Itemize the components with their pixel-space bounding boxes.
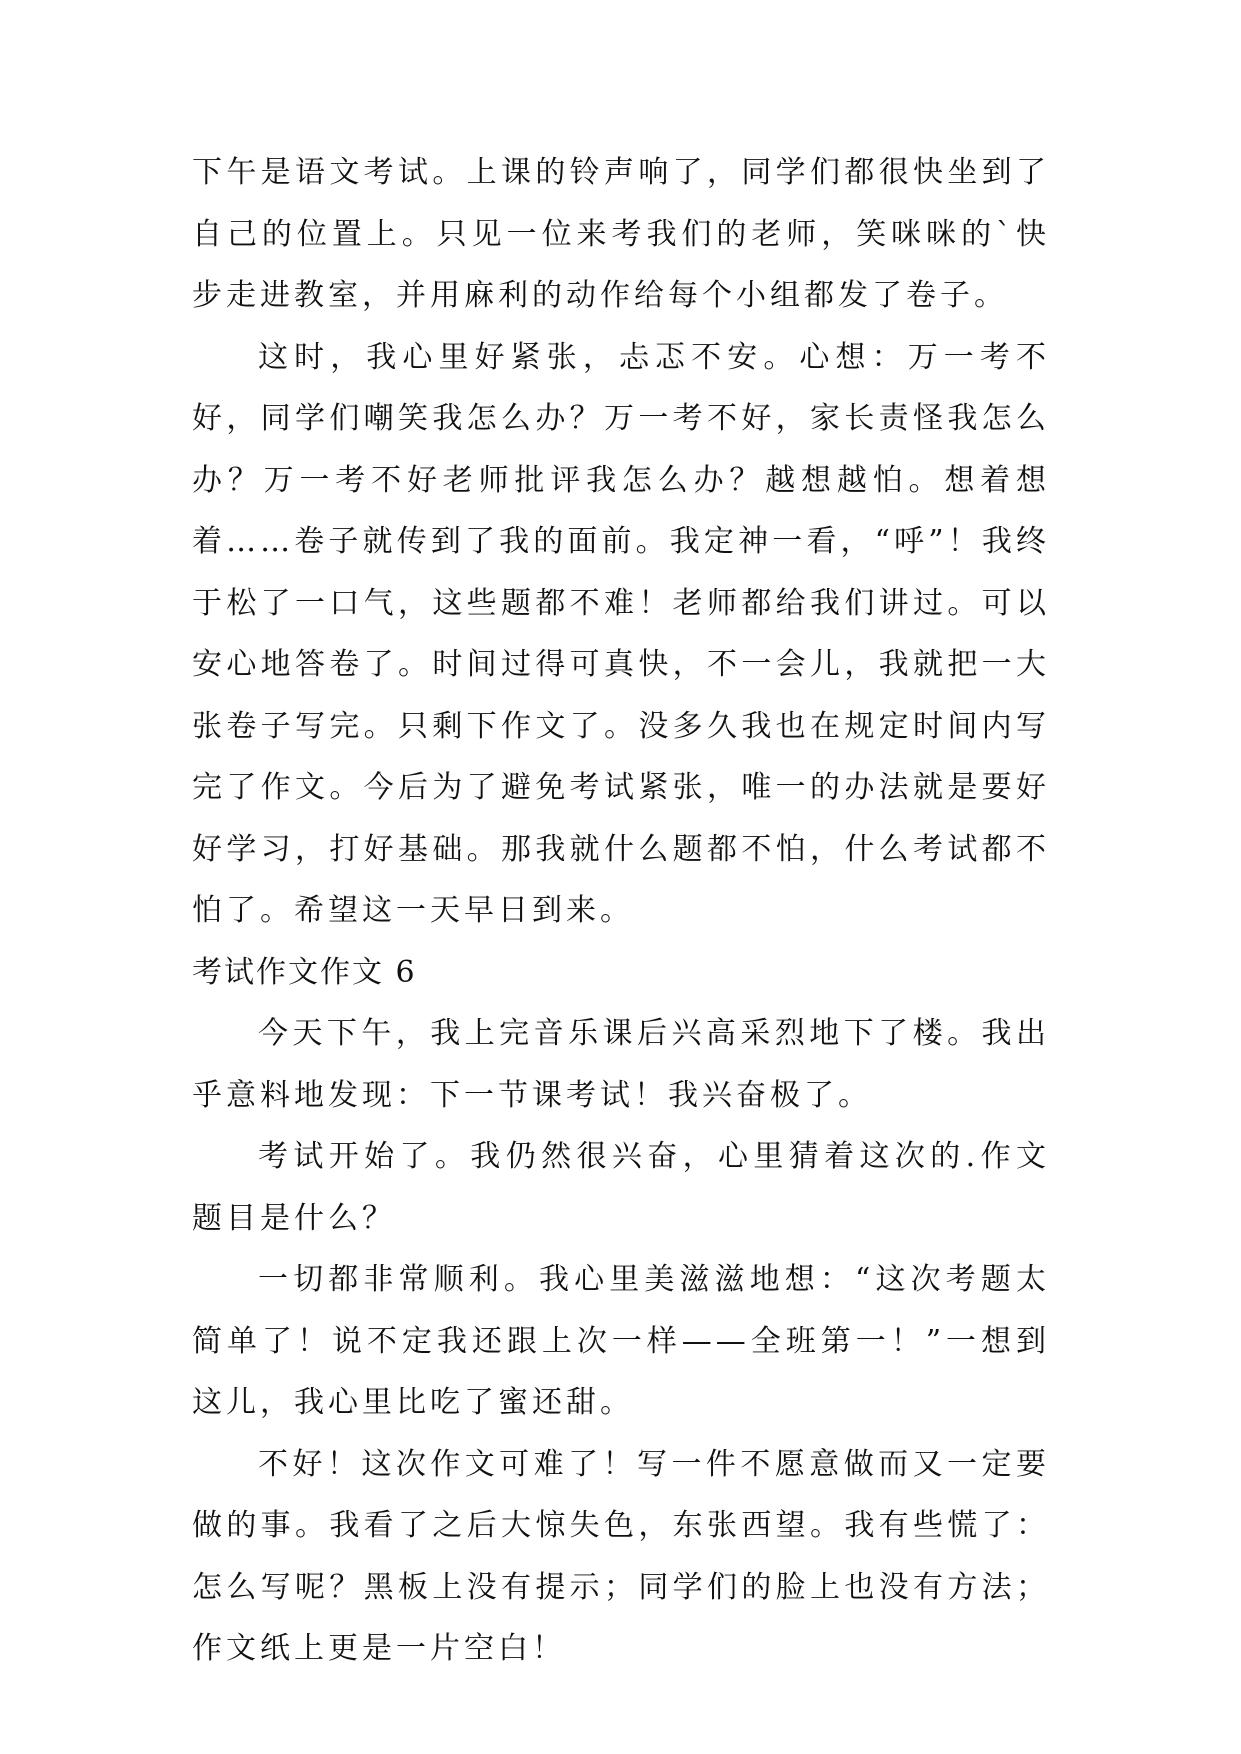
paragraph-6: 不好！这次作文可难了！写一件不愿意做而又一定要做的事。我看了之后大惊失色，东张西望。我有些慌了：怎么写呢？黑板上没有提示；同学们的脸上也没有方法；作文纸上更是一片空白！ bbox=[192, 1446, 1050, 1666]
document-page bbox=[192, 142, 1050, 1680]
section-heading: 考试作文作文 6 bbox=[192, 954, 417, 990]
paragraph-3: 今天下午，我上完音乐课后兴高采烈地下了楼。我出乎意料地发现：下一节课考试！我兴奋极了。 bbox=[192, 1016, 1050, 1113]
paragraph-5: 一切都非常顺利。我心里美滋滋地想：“这次考题太简单了！说不定我还跟上次一样——全班第一！”一想到这儿，我心里比吃了蜜还甜。 bbox=[192, 1262, 1050, 1420]
paragraph-2: 这时，我心里好紧张，忐忑不安。心想：万一考不好，同学们嘲笑我怎么办？万一考不好，家长责怪我怎么办？万一考不好老师批评我怎么办？越想越怕。想着想着……卷子就传到了我的面前。我定神一看，“呼”！我终于松了一口气，这些题都不难！老师都给我们讲过。可以安心地答卷了。时间过得可真快，不一会儿，我就把一大张卷子写完。只剩下作文了。没多久我也在规定时间内写完了作文。今后为了避免考试紧张，唯一的办法就是要好好学习，打好基础。那我就什么题都不怕，什么考试都不怕了。希望这一天早日到来。 bbox=[192, 339, 1050, 928]
paragraph-1: 下午是语文考试。上课的铃声响了，同学们都很快坐到了自己的位置上。只见一位来考我们的老师，笑咪咪的`快步走进教室，并用麻利的动作给每个小组都发了卷子。 bbox=[192, 155, 1050, 313]
paragraph-4: 考试开始了。我仍然很兴奋，心里猜着这次的.作文题目是什么？ bbox=[192, 1139, 1050, 1236]
